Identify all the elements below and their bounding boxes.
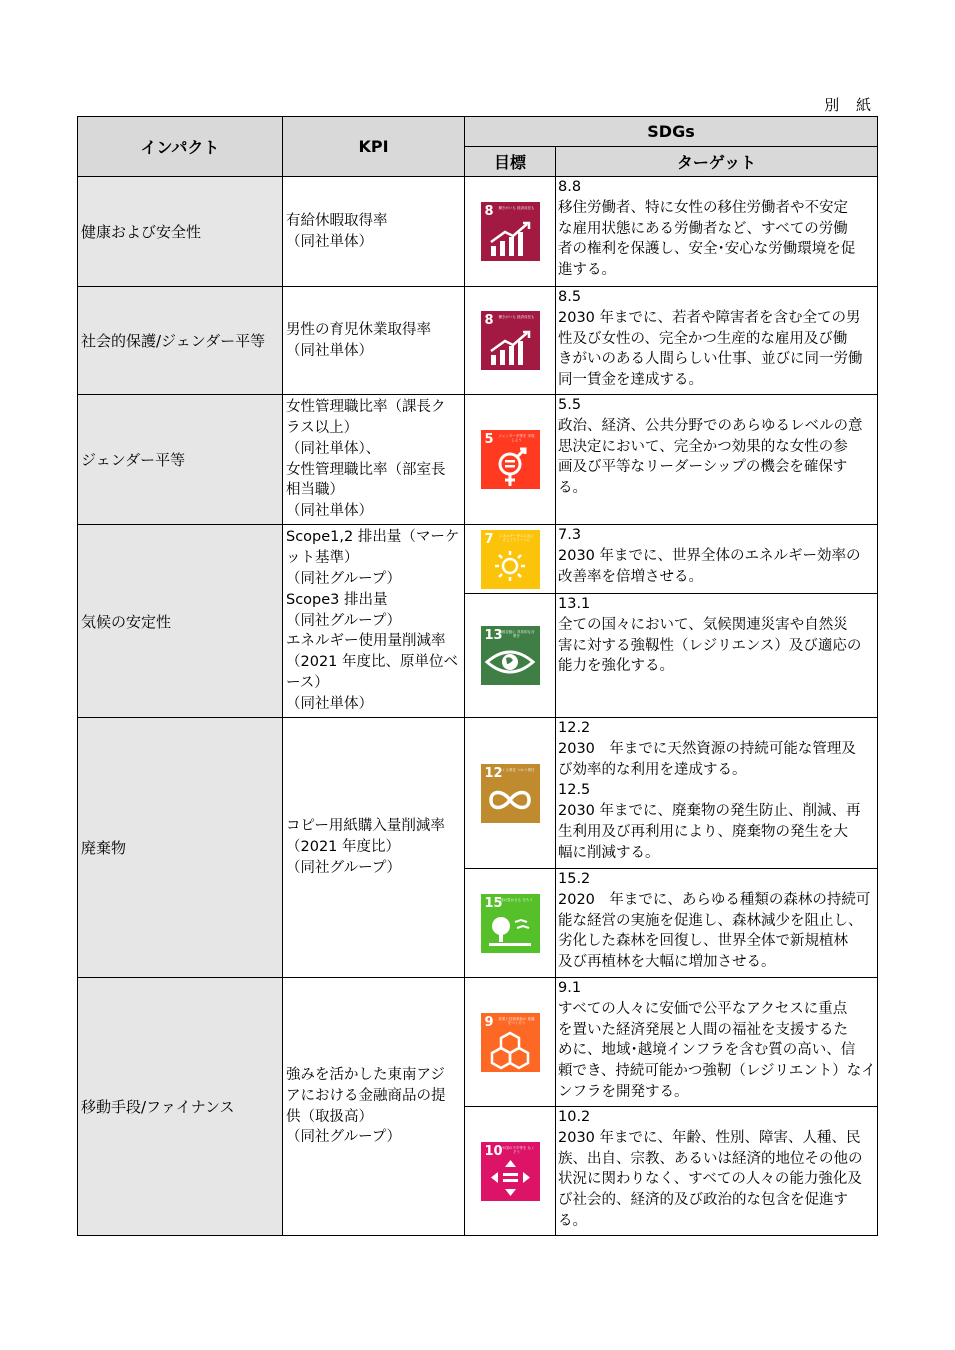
target-text-line: 政治、経済、公共分野でのあらゆるレベルの意 xyxy=(558,417,863,434)
target-text-line: び効率的な利用を達成する。 xyxy=(558,761,747,778)
goal-number: 8 xyxy=(484,313,494,328)
target-code: 8.8 xyxy=(558,179,582,195)
target-cell xyxy=(556,395,878,525)
goal-header: 目標 xyxy=(465,147,556,177)
clean-energy-icon-glyph xyxy=(481,546,540,588)
target-text-line: 能力を強化する。 xyxy=(558,658,674,675)
kpi-line: （同社単体） xyxy=(286,503,373,520)
decent-work-growth-icon-glyph xyxy=(481,218,540,260)
gender-equality-icon-glyph xyxy=(481,446,540,488)
target-text-line: 改善率を倍増させる。 xyxy=(558,568,703,585)
target-text-line: 幅に削減する。 xyxy=(558,844,660,861)
table-row xyxy=(78,978,878,1107)
target-cell xyxy=(556,718,878,869)
goal-number: 7 xyxy=(484,531,494,547)
decent-work-growth-icon xyxy=(481,311,540,370)
target-code: 10.2 xyxy=(558,1109,591,1125)
kpi-table xyxy=(77,116,878,1236)
goal-cell xyxy=(465,395,556,525)
goal-caption: 産業と技術革新の 基盤をつくろう xyxy=(498,1016,535,1025)
goal-number: 9 xyxy=(484,1014,494,1030)
target-text-line: 者の権利を保護し、安全･安心な労働環境を促 xyxy=(558,241,856,258)
target-text-line: 生利用及び再利用により、廃棄物の発生を大 xyxy=(558,823,848,840)
target-code: 7.3 xyxy=(558,527,582,543)
kpi-cell xyxy=(283,525,465,718)
gender-equality-icon xyxy=(481,430,540,489)
target-code: 12.2 xyxy=(558,720,591,736)
reduced-inequalities-icon-glyph xyxy=(481,1158,540,1200)
target-text-line: 性及び女性の、完全かつ生産的な雇用及び働 xyxy=(558,330,848,347)
goal-caption: 陸の豊かさも 守ろう xyxy=(500,897,533,902)
kpi-line: 強みを活かした東南アジ xyxy=(286,1066,445,1083)
goal-cell xyxy=(465,177,556,287)
responsible-consumption-icon xyxy=(481,764,540,823)
target-text-line: る。 xyxy=(558,480,587,497)
target-cell xyxy=(556,525,878,594)
target-text-line: すべての人々に安価で公平なアクセスに重点 xyxy=(558,1000,848,1017)
table-row xyxy=(78,287,878,395)
industry-innovation-icon-glyph xyxy=(481,1029,540,1071)
kpi-line: （2021 年度比、原単位ベ xyxy=(286,654,459,671)
goal-caption: 人や国の不平等を なくそう xyxy=(498,1145,535,1154)
goal-cell xyxy=(465,978,556,1107)
target-text-line: 2030 年までに、世界全体のエネルギー効率の xyxy=(558,547,861,564)
target-text-line: 同一賃金を達成する。 xyxy=(558,372,703,389)
life-on-land-icon-glyph xyxy=(481,910,540,952)
kpi-line: （同社単体） xyxy=(286,342,373,359)
table-row xyxy=(78,177,878,287)
target-cell xyxy=(556,978,878,1107)
target-text-line: 害に対する強靱性（レジリエンス）及び適応の xyxy=(558,637,862,654)
impact-cell: 移動手段/ファイナンス xyxy=(78,978,283,1236)
target-text-line: 画及び平等なリーダーシップの機会を確保す xyxy=(558,459,848,476)
kpi-line: （同社グループ） xyxy=(286,571,401,587)
target-text-line: な雇用状態にある労働者など、すべての労働 xyxy=(558,220,848,237)
decent-work-growth-icon-glyph xyxy=(481,327,540,369)
kpi-line: ット基準） xyxy=(286,550,359,567)
target-text-line: 全ての国々において、気候関連災害や自然災 xyxy=(558,616,848,633)
target-text-line: 劣化した森林を回復し、世界全体で新規植林 xyxy=(558,933,848,950)
kpi-cell xyxy=(283,287,465,395)
target-cell xyxy=(556,869,878,978)
goal-caption: つくる責任 つかう責任 xyxy=(498,767,535,772)
target-cell xyxy=(556,177,878,287)
goal-caption: エネルギーをみんなに そしてクリーンに xyxy=(499,533,534,542)
goal-cell xyxy=(465,1107,556,1236)
target-text-line: 状況に関わりなく、すべての人々の能力強化及 xyxy=(558,1171,862,1188)
target-text-line: 2030 年までに、廃棄物の発生防止、削減、再 xyxy=(558,803,861,820)
kpi-line: 女性管理職比率（課長ク xyxy=(286,399,446,416)
kpi-line: Scope1,2 排出量（マーケ xyxy=(286,529,460,546)
impact-cell: 気候の安定性 xyxy=(78,525,283,718)
impact-cell: 廃棄物 xyxy=(78,718,283,978)
climate-action-icon-glyph xyxy=(481,642,540,684)
goal-number: 8 xyxy=(484,204,494,219)
goal-cell xyxy=(465,287,556,395)
goal-cell xyxy=(465,525,556,594)
target-text-line: 2030 年までに、若者や障害者を含む全ての男 xyxy=(558,309,861,326)
target-text-line: 2030 年までに天然資源の持続可能な管理及 xyxy=(558,740,856,757)
target-text-line: ンフラを開発する。 xyxy=(558,1083,689,1100)
goal-cell xyxy=(465,718,556,869)
climate-action-icon xyxy=(481,626,540,685)
goal-caption: 働きがいも 経済成長も xyxy=(498,206,535,210)
target-code: 9.1 xyxy=(558,980,582,996)
kpi-line: 供（取扱高） xyxy=(286,1108,373,1125)
kpi-line: 男性の育児休業取得率 xyxy=(286,321,431,338)
goal-number: 15 xyxy=(484,895,503,911)
responsible-consumption-icon-glyph xyxy=(481,780,540,822)
target-code: 5.5 xyxy=(558,397,582,413)
annex-label: 別 紙 xyxy=(824,96,877,114)
goal-cell xyxy=(465,594,556,718)
kpi-cell xyxy=(283,978,465,1236)
clean-energy-icon xyxy=(481,530,540,589)
kpi-line: （同社グループ） xyxy=(286,612,401,629)
reduced-inequalities-icon xyxy=(481,1142,540,1201)
kpi-line: （同社単体） xyxy=(286,695,373,712)
sdgs-header: SDGs xyxy=(465,117,878,147)
impact-cell: 健康および安全性 xyxy=(78,177,283,287)
target-text-line: る。 xyxy=(558,1212,587,1229)
table-row xyxy=(78,525,878,594)
target-text-line: 2020 年までに、あらゆる種類の森林の持続可 xyxy=(558,891,871,908)
target-text-line: 進する。 xyxy=(558,262,616,279)
table-row xyxy=(78,395,878,525)
life-on-land-icon xyxy=(481,894,540,953)
target-text-line: 頼でき、持続可能かつ強靭（レジリエント）なイ xyxy=(558,1063,876,1080)
goal-cell xyxy=(465,869,556,978)
kpi-cell xyxy=(283,177,465,287)
table-row xyxy=(78,718,878,869)
kpi-line: ラス以上） xyxy=(286,419,359,436)
target-code: 12.5 xyxy=(558,782,591,799)
decent-work-growth-icon xyxy=(481,202,540,261)
kpi-cell xyxy=(283,395,465,525)
target-text-line: び社会的、経済的及び政治的な包含を促進す xyxy=(558,1192,848,1209)
target-text-line: 及び再植林を大幅に増加させる。 xyxy=(558,954,776,971)
kpi-line: Scope3 排出量 xyxy=(286,591,388,608)
kpi-line: 有給休暇取得率 xyxy=(286,212,388,229)
impact-header: インパクト xyxy=(78,117,283,177)
target-text-line: きがいのある人間らしい仕事、並びに同一労働 xyxy=(558,351,863,368)
kpi-line: （2021 年度比） xyxy=(286,839,401,856)
industry-innovation-icon xyxy=(481,1013,540,1072)
kpi-line: （同社単体）、 xyxy=(286,440,381,457)
target-text-line: 族、出自、宗教、あるいは経済的地位その他の xyxy=(558,1150,863,1167)
impact-cell: ジェンダー平等 xyxy=(78,395,283,525)
target-cell xyxy=(556,1107,878,1236)
kpi-line: （同社単体） xyxy=(286,233,373,250)
target-text-line: 2030 年までに、年齢、性別、障害、人種、民 xyxy=(558,1129,861,1146)
target-code: 8.5 xyxy=(558,289,582,305)
target-cell xyxy=(556,287,878,395)
impact-cell: 社会的保護/ジェンダー平等 xyxy=(78,287,283,395)
goal-caption: 気候変動に 具体的な対策を xyxy=(498,630,535,639)
goal-caption: ジェンダー平等を 実現しよう xyxy=(498,434,535,443)
target-cell xyxy=(556,594,878,718)
target-header: ターゲット xyxy=(556,147,878,177)
goal-caption: 働きがいも 経済成長も xyxy=(498,315,535,319)
target-code: 13.1 xyxy=(558,596,591,612)
kpi-line: 相当職） xyxy=(286,482,344,499)
goal-number: 5 xyxy=(484,432,494,447)
target-text-line: を置いた経済発展と人間の福祉を支援するた xyxy=(558,1021,848,1038)
goal-number: 12 xyxy=(484,765,503,781)
kpi-line: （同社グループ） xyxy=(286,859,401,876)
target-text-line: 移住労働者、特に女性の移住労働者や不安定 xyxy=(558,199,848,216)
kpi-line: アにおける金融商品の提 xyxy=(286,1087,446,1104)
kpi-header: KPI xyxy=(283,117,465,177)
target-text-line: めに、地域･越境インフラを含む質の高い、信 xyxy=(558,1042,856,1059)
kpi-line: エネルギー使用量削減率 xyxy=(286,633,446,650)
kpi-cell xyxy=(283,718,465,978)
kpi-line: 女性管理職比率（部室長 xyxy=(286,461,446,478)
target-text-line: 能な経営の実施を促進し、森林減少を阻止し、 xyxy=(558,912,863,929)
kpi-line: ース） xyxy=(286,674,329,691)
target-code: 15.2 xyxy=(558,871,591,887)
kpi-line: （同社グループ） xyxy=(286,1129,401,1146)
target-text-line: 思決定において、完全かつ効果的な女性の参 xyxy=(558,438,848,455)
goal-number: 13 xyxy=(484,628,503,643)
kpi-line: コピー用紙購入量削減率 xyxy=(286,818,445,835)
goal-number: 10 xyxy=(484,1143,503,1159)
